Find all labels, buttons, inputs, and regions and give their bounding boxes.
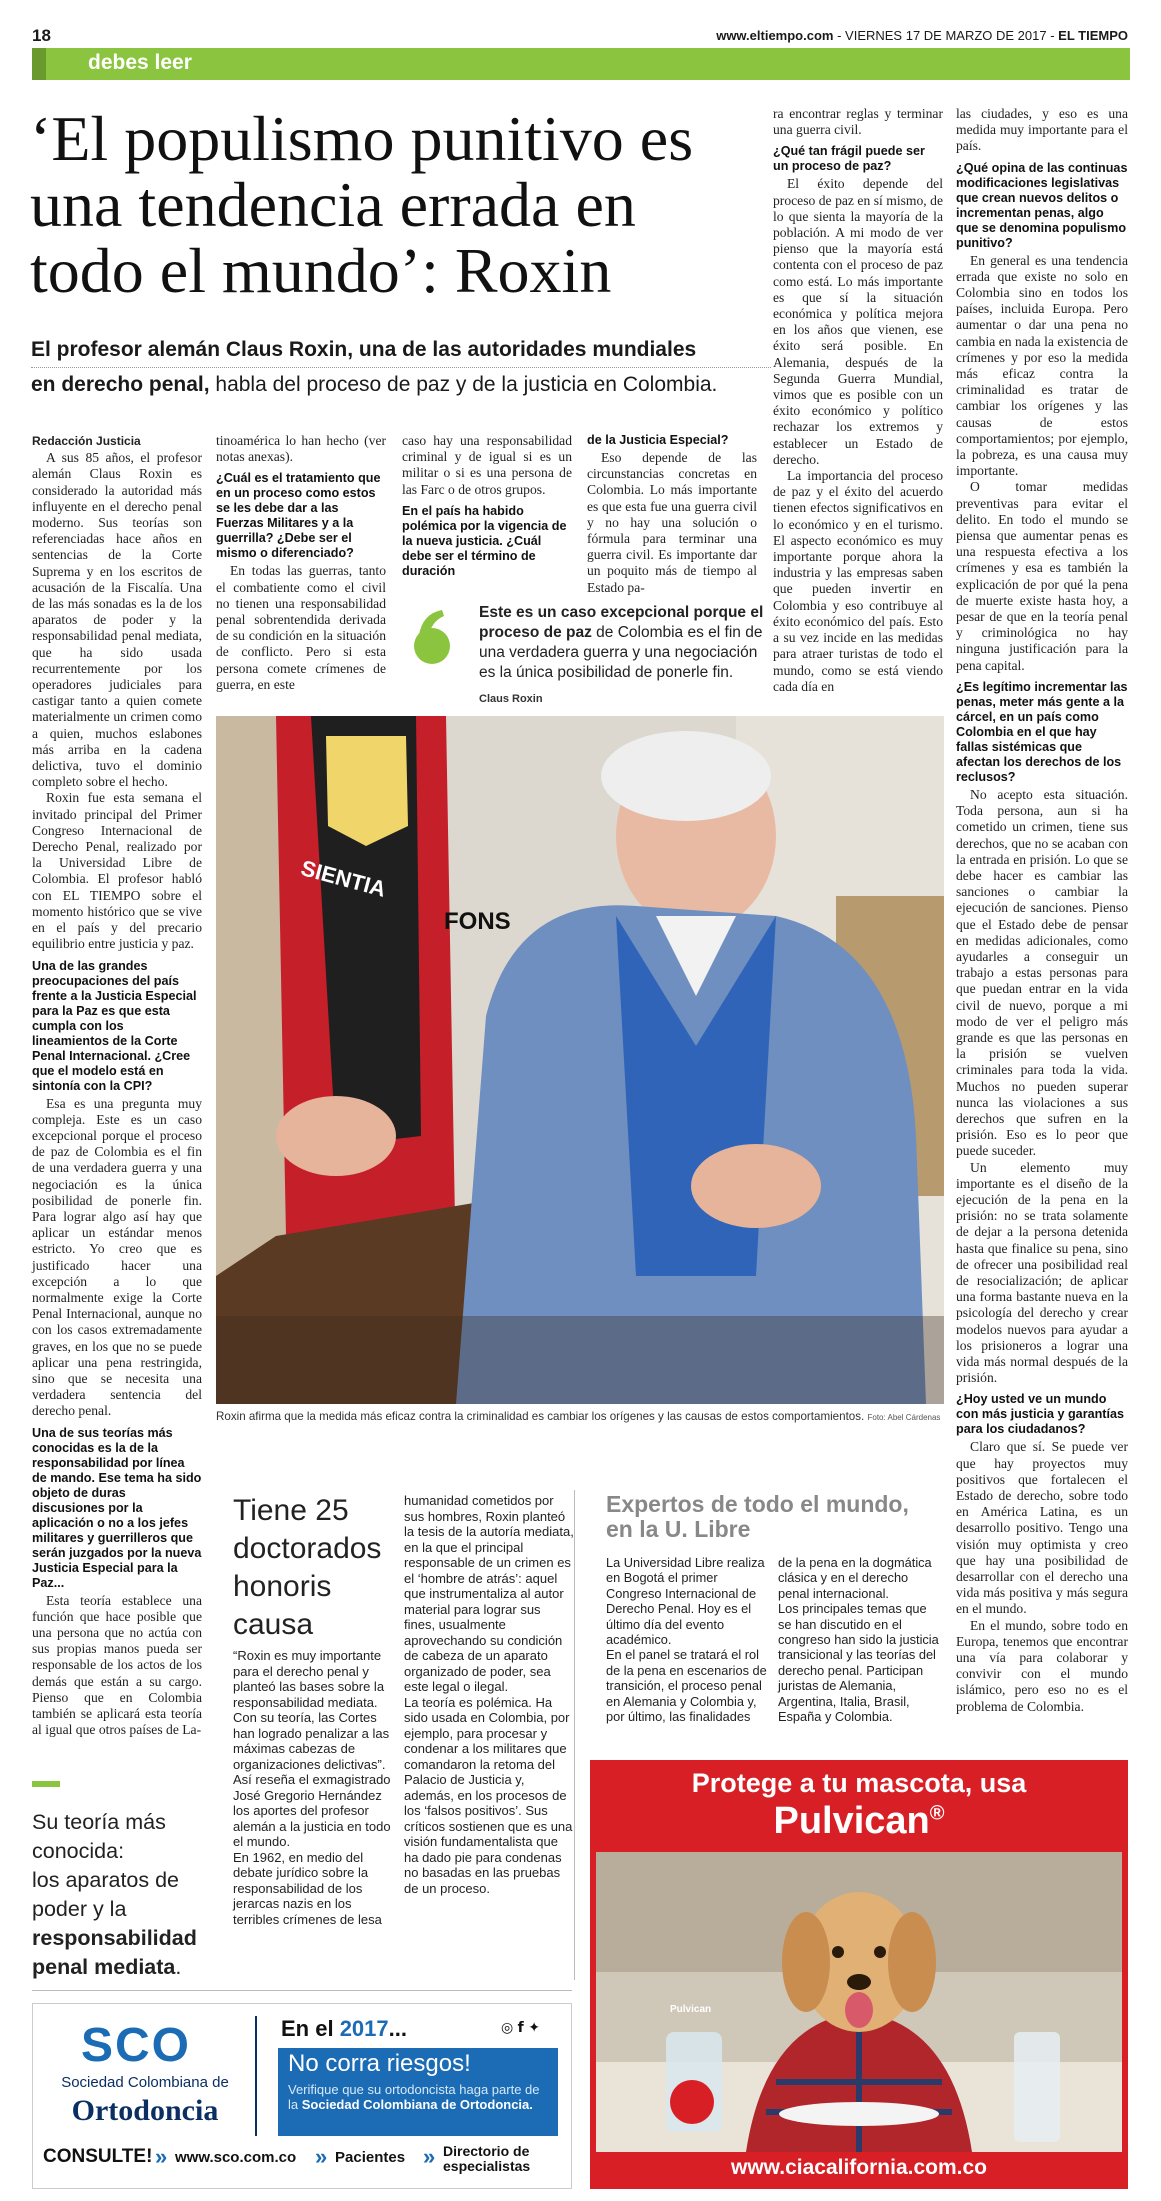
expertos-title: Expertos de todo el mundo, en la U. Libre	[606, 1491, 909, 1542]
pulvican-line-1: Protege a tu mascota, usa	[691, 1768, 1027, 1798]
question: de la Justicia Especial?	[587, 433, 729, 447]
caption-text: Roxin afirma que la medida más eficaz contra la criminalidad es cambiar los orígenes y las causas de estos comportamientos.	[216, 1410, 865, 1423]
section-label: debes leer	[88, 51, 192, 74]
sco-divider	[255, 2016, 257, 2136]
paragraph: Claro que sí. Se puede ver que hay proyectos muy positivos que fortalecen el Estado de derecho, sobre todo en América Latina, es un desarrollo positivo. Tengo una visión muy optimista y creo que hay una posibilidad de desarrollar con el derecho una vida más positiva y más segura en el mundo.	[956, 1439, 1128, 1617]
photo-caption	[216, 1410, 944, 1423]
doctorados-title: Tiene 25 doctorados honoris causa	[233, 1494, 382, 1641]
paragraph: Esa es una pregunta muy compleja. Este es un caso excepcional porque el proceso de paz de Colombia es el fin de una verdadera guerra y una negociación es la única posibilidad de ponerle fin. Para lograr algo así hay que aplicar un estándar menos estricto. Yo creo que es justificado hacer una excepción a lo que normalmente exige la Corte Penal Internacional, aunque no con los casos extremadamente graves, en los que no se puede aplicar una pena restringida, sino que se necesita una verdadera sentencia del derecho penal.	[32, 1095, 202, 1419]
paragraph: A sus 85 años, el profesor alemán Claus Roxin es considerado la autoridad más influyente en el derecho penal moderno. Sus teorías son referenciadas hace años en sentencias de la Corte Suprema y en los escritos de acusación de la Fiscalía. Una de las más sonadas es la de los aparatos de poder y la responsabilidad penal mediata, que ha sido usada recurrentemente por los operadores judiciales para castigar tanto a quien comete materialmente un crimen como a quien, muchos eslabones más arriba en la cadena delictiva, tuvo el dominio completo sobre el hecho.	[32, 450, 202, 790]
paragraph: Un elemento muy importante es el diseño de la ejecución de la pena en la prisión: no se trata solamente de dejar a la persona detenida hasta que finalice su pena, sino de ofrecer una posibilidad real de resocialización; de aplicar una forma bastante nueva en la psicología del derecho y crear modelos nuevos para ayudar a los prisioneros a lograr una vida más normal después de la prisión.	[956, 1159, 1128, 1386]
paragraph: La importancia del proceso de paz y el éxito del acuerdo tienen efectos significativos en lo económico y en el turismo. El aspecto económico es muy importante porque ahora la industria y las empresas saben que pueden invertir en Colombia y eso contribuye al éxito económico del país. Esto a su vez incide en las medidas para atraer turistas de todo el mundo, como se está viendo cada día en	[773, 468, 943, 694]
paragraph: ra encontrar reglas y terminar una guerra civil.	[773, 106, 943, 138]
sco-logo: SCO	[81, 2019, 192, 2072]
byline: Redacción Justicia	[32, 434, 141, 448]
article-column-5	[773, 106, 943, 695]
issue-date: VIERNES 17 DE MARZO DE 2017	[845, 28, 1047, 43]
pull-quote-rest: de Colombia es el fin de una verdadera guerra y una negociación es la única posibilidad de ponerle fin.	[479, 624, 763, 681]
headline-line-1: ‘El populismo punitivo es	[30, 103, 694, 174]
teoria-bold: responsabilidad penal mediata	[32, 1926, 197, 1979]
teoria-accent	[32, 1781, 60, 1787]
question: ¿Hoy usted ve un mundo con más justicia y garantías para los ciudadanos?	[956, 1392, 1124, 1437]
teoria-line-1: Su teoría más conocida:	[32, 1810, 166, 1863]
pull-quote-author: Claus Roxin	[479, 693, 543, 705]
question: Una de las grandes preocupaciones del país frente a la Justicia Especial para la Paz es que esta cumpla con los lineamientos de la Corte Penal Internacional. ¿Cree que el modelo está en sintonía con la CPI?	[32, 958, 197, 1093]
pulvican-url[interactable]: www.ciacalifornia.com.co	[731, 2156, 987, 2179]
pulvican-photo	[596, 1852, 1122, 2152]
site-url: www.eltiempo.com	[716, 28, 834, 43]
paragraph: las ciudades, y eso es una medida muy importante para el país.	[956, 106, 1128, 154]
banner-text-1: SIENTIA	[298, 855, 389, 902]
question: ¿Es legítimo incrementar las penas, meter más gente a la cárcel, en un país como Colombia en el que hay fallas sistémicas que afectan los derechos de los reclusos?	[956, 679, 1128, 784]
article-column-6	[956, 106, 1128, 1715]
roxin-photo	[216, 716, 944, 1404]
sco-headline: No corra riesgos!	[288, 2050, 471, 2077]
sco-year: 2017	[339, 2016, 389, 2041]
sco-name-2: Ortodoncia	[71, 2094, 219, 2127]
banner-text-2: FONS	[444, 908, 511, 935]
page-number: 18	[32, 26, 51, 45]
paragraph: En todas las guerras, tanto el combatiente como el civil no tienen una responsabilidad penal sobrentendida derivada de su condición en la situación de conflicto. Pero si esta persona comete crímenes de guerra, en este	[216, 563, 386, 692]
paragraph: No acepto esta situación. Toda persona, aun si ha cometido un crimen, tiene sus derechos, que no se acaban con la entrada en prisión. Lo que se debe hacer es cambiar las sanciones o cambiar la ejecución de sanciones. Pienso que el Estado debe de pensar en medidas adicionales, como ayudarles a conseguir un trabajo a estas personas para que puedan entrar en la vida civil de nuevo, porque a mi modo de ver el peligro más grande es que las personas en la prisión se vuelven criminales para toda la vida. Muchos no pueden superar nunca las violaciones a sus derechos que sufren en la prisión. Eso es lo peor que puede suceder.	[956, 786, 1128, 1159]
bottle-label: Pulvican	[670, 2004, 712, 2015]
question: ¿Qué opina de las continuas modificaciones legislativas que crean nuevos delitos o incrementan penas, algo que se denomina populismo punitivo?	[956, 160, 1128, 250]
column-divider	[574, 1490, 575, 1980]
expertos-text-left: La Universidad Libre realiza en Bogotá el primer Congreso Internacional de Derecho Penal. Hoy es el último día del evento académico. En el panel se tratará el rol de la pena en escenarios de transición, el proceso penal en Alemania y Colombia y, por último, las finalidades	[606, 1555, 767, 1725]
sco-ad[interactable]	[32, 2003, 572, 2189]
sco-link-web[interactable]: www.sco.com.co	[175, 2149, 297, 2166]
photo-credit: Foto: Abel Cárdenas	[867, 1413, 941, 1422]
sco-consulte: CONSULTE!	[43, 2146, 153, 2167]
paragraph: tinoamérica lo han hecho (ver notas anexas).	[216, 433, 386, 465]
subhead-line-1: El profesor alemán Claus Roxin, una de las autoridades mundiales	[31, 338, 697, 361]
headline-line-2: una tendencia errada en	[30, 169, 636, 240]
expertos-text-right: de la pena en la dogmática clásica y en el derecho penal internacional. Los principales temas que se han discutido en el congreso han sido la justicia transicional y las teorías del derecho penal. Participan juristas de Alemania, Argentina, Italia, Brasil, España y Colombia.	[778, 1555, 939, 1725]
paragraph: O tomar medidas preventivas para evitar el delito. En todo el mundo se piensa que aumentar penas es una respuesta efectiva a los crímenes y esa es también la explicación de por qué la pena de muerte existe hasta hoy, a pesar de que en la teoría penal y criminológica no hay ninguna justificación para la pena capital.	[956, 479, 1128, 673]
section-bar-dark	[32, 48, 46, 80]
paragraph: caso hay una responsabilidad criminal y de igual si es un militar o si es una persona de las Farc o de otros grupos.	[402, 433, 572, 497]
doctorados-text-right: humanidad cometidos por sus hombres, Roxin planteó la tesis de la autoría mediata, en la que el principal responsable de un crimen es el ‘hombre de atrás’: aquel que instrumentaliza al autor material para lograr sus fines, usualmente aprovechando su condición de cabeza de un aparato organizado de poder, sea este legal o ilegal. La teoría es polémica. Ha sido usada en Colombia, por ejemplo, para procesar y condenar a los militares que comandaron la retoma del Palacio de Justicia y, además, en los procesos de los ‘falsos positivos’. Sus críticos sostienen que es una visión fundamentalista que ha dado pie para condenas no basadas en las pruebas de un proceso.	[404, 1493, 574, 1896]
pulvican-ad[interactable]	[590, 1760, 1128, 2189]
headline-line-3: todo el mundo’: Roxin	[30, 235, 612, 306]
twitter-icon[interactable]: ✦	[528, 2020, 540, 2036]
question: Una de sus teorías más conocidas es la de la responsabilidad por línea de mando. Ese tema ha sido objeto de duras discusiones por la aplicación o no a los jefes militares y guerrilleros que serán juzgados por la nueva Justicia Especial para la Paz...	[32, 1425, 202, 1590]
doctorados-text-left: “Roxin es muy importante para el derecho penal y planteó las bases sobre la responsabilidad mediata. Con su teoría, las Cortes han logrado penalizar a las máximas cabezas de organizaciones delictivas”. Así reseña el exmagistrado José Gregorio Hernández los aportes del profesor alemán a la justicia en todo el mundo. En 1962, en medio del debate jurídico sobre la responsabilidad de los jerarcas nazis en los terribles crímenes de lesa	[233, 1648, 391, 1927]
chevron-right-icon: »	[423, 2144, 436, 2169]
facebook-icon[interactable]: f	[517, 2020, 524, 2036]
pull-quote	[479, 603, 769, 709]
date-line: www.eltiempo.com - VIERNES 17 DE MARZO DE 2017 - EL TIEMPO	[716, 28, 1128, 43]
chevron-right-icon: »	[155, 2144, 168, 2169]
pull-quote-bold: Este es un caso excepcional porque el proceso de paz	[479, 604, 764, 641]
paragraph: El éxito depende del proceso de paz en sí mismo, de lo que sienta la mayoría de la población. A mi modo de ver pienso que la mayoría está contenta con el proceso de paz como está. Lo más importante es que sí la situación económica y política mejora en los años que vienen, ese éxito será posible. En Alemania, después de la Segunda Guerra Mundial, vimos que es posible con un éxito económico y político rechazar los extremos y establecer un Estado de derecho.	[773, 176, 943, 467]
article-column-3	[402, 433, 572, 581]
teoria-box: Su teoría más conocida: los aparatos de poder y la responsabilidad penal mediata.	[32, 1808, 222, 1982]
instagram-icon[interactable]: ◎	[501, 2020, 514, 2036]
question: ¿Cuál es el tratamiento que en un proceso como estos se les debe dar a las Fuerzas Militares y a la guerrilla? ¿Debe ser el mismo o diferenciado?	[216, 471, 381, 561]
sco-year-line: En el 2017...	[281, 2016, 407, 2041]
paragraph: En el mundo, sobre todo en Europa, tenemos que encontrar una vía para colaborar y convivir con el mundo islámico, pero eso no es el problema de Colombia.	[956, 1617, 1128, 1714]
paragraph: Eso depende de las circunstancias concretas en Colombia. Lo más importante es que esta fue una guerra civil y no hay una solución o fórmula para terminar una guerra civil. Es importante dar un poquito más de tiempo al Estado pa-	[587, 450, 757, 595]
question: ¿Qué tan frágil puede ser un proceso de paz?	[773, 144, 925, 174]
quote-icon	[406, 606, 458, 668]
chevron-right-icon: »	[315, 2144, 328, 2169]
teoria-line-2: los aparatos de poder y la	[32, 1868, 180, 1921]
sco-social-icons	[501, 2020, 540, 2036]
question: En el país ha habido polémica por la vigencia de la nueva justicia. ¿Cuál debe ser el término de duración	[402, 503, 567, 578]
sco-body: Verifique que su ortodoncista haga parte de la Sociedad Colombiana de Ortodoncia.	[288, 2082, 540, 2112]
sco-link-pacientes[interactable]: Pacientes	[335, 2149, 406, 2166]
paragraph: Esta teoría establece una función que hace posible que una persona que no actúa con sus propias manos pueda ser responsable de los actos de los demás que están a su cargo. Pienso que en Colombia también se aplicará esta teoría al igual que otros países de La-	[32, 1592, 202, 1738]
bottom-divider	[32, 1990, 572, 1991]
paragraph: Roxin fue esta semana el invitado principal del Primer Congreso Internacional de Derecho Penal, realizado por la Universidad Libre de Colombia. El profesor habló con EL TIEMPO sobre el momento histórico que se vive en el país y del precario equilibrio entre justicia y paz.	[32, 790, 202, 952]
subhead-line-2: en derecho penal, habla del proceso de paz y de la justicia en Colombia.	[31, 367, 771, 402]
sco-link-directorio[interactable]: Directorio de especialistas	[443, 2143, 531, 2174]
sco-name-1: Sociedad Colombiana de	[61, 2074, 229, 2091]
article-column-1	[32, 433, 202, 1738]
section-bar	[32, 48, 1130, 80]
headline	[30, 103, 770, 306]
paragraph: En general es una tendencia errada que existe no solo en Colombia sino en todos los países, incluida Europa. Pero aumentar o dar una pena no cambia en nada la existencia de crímenes y por eso la medida más eficaz contra la criminalidad es tratar de cambiar los orígenes y las causas de estos comportamientos; por ejemplo, la pobreza, es una causa muy importante.	[956, 252, 1128, 479]
subheadline	[31, 333, 771, 402]
article-column-4	[587, 433, 757, 596]
article-column-2	[216, 433, 386, 693]
brand-name: EL TIEMPO	[1058, 28, 1128, 43]
pulvican-line-2: Pulvican®	[773, 1800, 945, 1842]
